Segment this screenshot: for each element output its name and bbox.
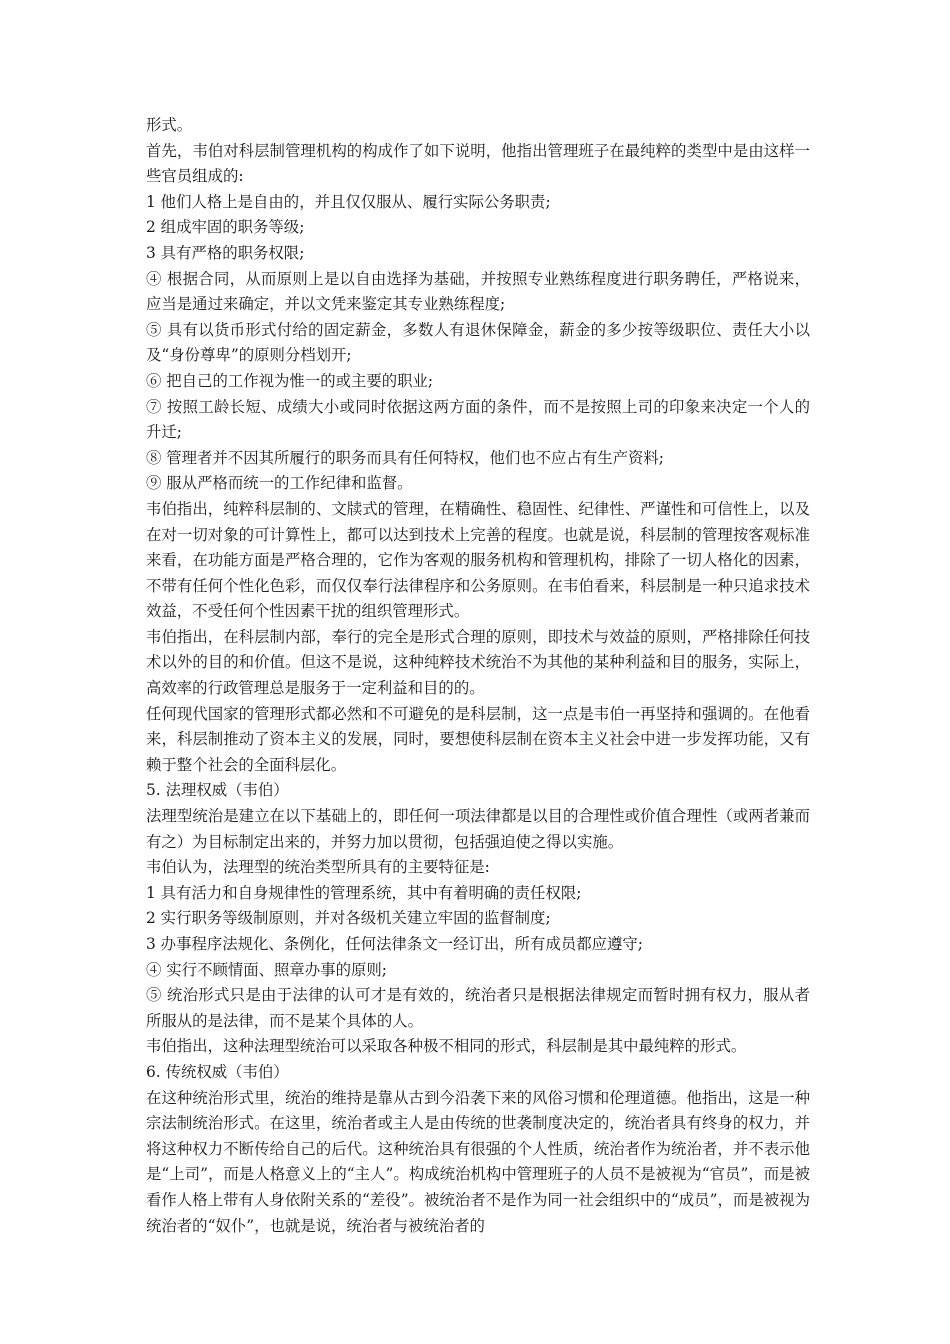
list-item: ⑨ 服从严格而统一的工作纪律和监督。	[146, 474, 413, 493]
list-item: 3 办事程序法规化、条例化，任何法律条文一经订出，所有成员都应遵守;	[146, 935, 643, 953]
list-item: 3 具有严格的职务权限;	[146, 243, 305, 262]
text-line: 形式。	[146, 116, 193, 134]
list-item: ⑦ 按照工龄长短、成绩大小或同时依据这两方面的条件，而不是按照上司的印象来决定一个人的升迁;	[146, 397, 810, 442]
list-item: ⑥ 把自己的工作视为惟一的或主要的职业;	[146, 371, 434, 390]
list-item: ④ 根据合同，从而原则上是以自由选择为基础，并按照专业熟练程度进行职务聘任，严格说来，应当是通过来确定，并以文凭来鉴定其专业熟练程度;	[146, 269, 810, 314]
paragraph: 韦伯指出，这种法理型统治可以采取各种极不相同的形式，科层制是其中最纯粹的形式。	[146, 1037, 747, 1056]
list-item: ⑤ 具有以货币形式付给的固定薪金，多数人有退休保障金，薪金的多少按等级职位、责任大小以及“身份尊卑”的原则分档划开;	[146, 320, 810, 365]
section-heading: 6. 传统权威（韦伯）	[146, 1062, 289, 1081]
paragraph: 韦伯认为，法理型的统治类型所具有的主要特征是:	[146, 858, 490, 877]
paragraph: 在这种统治形式里，统治的维持是靠从古到今沿袭下来的风俗习惯和伦理道德。他指出，这是一种宗法制统治形式。在这里，统治者或主人是由传统的世袭制度决定的，统治者具有终身的权力，并将这种权力不断传给自己的后代。这种统治具有很强的个人性质，统治者作为统治者，并不表示他是“上司”，而是人格意义上的“主人”。构成统治机构中管理班子的人员不是被视为“官员”，而是被看作人格上带有人身依附关系的“差役”。被统治者不是作为同一社会组织中的“成员”，而是被视为统治者的“奴仆”，也就是说，统治者与被统治者的	[146, 1088, 810, 1235]
list-item: 1 具有活力和自身规律性的管理系统，其中有着明确的责任权限;	[146, 883, 582, 902]
paragraph: 韦伯指出，纯粹科层制的、文牍式的管理，在精确性、稳固性、纪律性、严谨性和可信性上，以及在对一切对象的可计算性上，都可以达到技术上完善的程度。也就是说，科层制的管理按客观标准来看，在功能方面是严格合理的，它作为客观的服务机构和管理机构，排除了一切人格化的因素，不带有任何个性化色彩，而仅仅奉行法律程序和公务原则。在韦伯看来，科层制是一种只追求技术效益，不受任何个性因素干扰的组织管理形式。	[146, 499, 810, 621]
list-item: 2 实行职务等级制原则，并对各级机关建立牢固的监督制度;	[146, 909, 551, 928]
paragraph: 法理型统治是建立在以下基础上的，即任何一项法律都是以目的合理性或价值合理性（或两者兼而有之）为目标制定出来的，并努力加以贯彻，包括强迫使之得以实施。	[146, 807, 810, 851]
document-page	[146, 113, 810, 1239]
list-item: 1 他们人格上是自由的，并且仅仅服从、履行实际公务职责;	[146, 192, 551, 211]
text-line: 首先，韦伯对科层制管理机构的构成作了如下说明，他指出管理班子在最纯粹的类型中是由这样一些官员组成的:	[146, 141, 810, 186]
list-item: ⑧ 管理者并不因其所履行的职务而具有任何特权，他们也不应占有生产资料;	[146, 448, 664, 467]
paragraph: 任何现代国家的管理形式都必然和不可避免的是科层制，这一点是韦伯一再坚持和强调的。在他看来，科层制推动了资本主义的发展，同时，要想使科层制在资本主义社会中进一步发挥功能，又有赖于整个社会的全面科层化。	[146, 704, 810, 774]
list-item: 2 组成牢固的职务等级;	[146, 218, 305, 237]
list-item: ④ 实行不顾情面、照章办事的原则;	[146, 960, 387, 979]
list-item: ⑤ 统治形式只是由于法律的认可才是有效的，统治者只是根据法律规定而暂时拥有权力，服从者所服从的是法律，而不是某个具体的人。	[146, 986, 810, 1030]
section-heading: 5. 法理权威（韦伯）	[146, 781, 289, 800]
paragraph: 韦伯指出，在科层制内部，奉行的完全是形式合理的原则，即技术与效益的原则，严格排除任何技术以外的目的和价值。但这不是说，这种纯粹技术统治不为其他的某种利益和目的服务，实际上，高效率的行政管理总是服务于一定利益和目的的。	[146, 627, 810, 698]
